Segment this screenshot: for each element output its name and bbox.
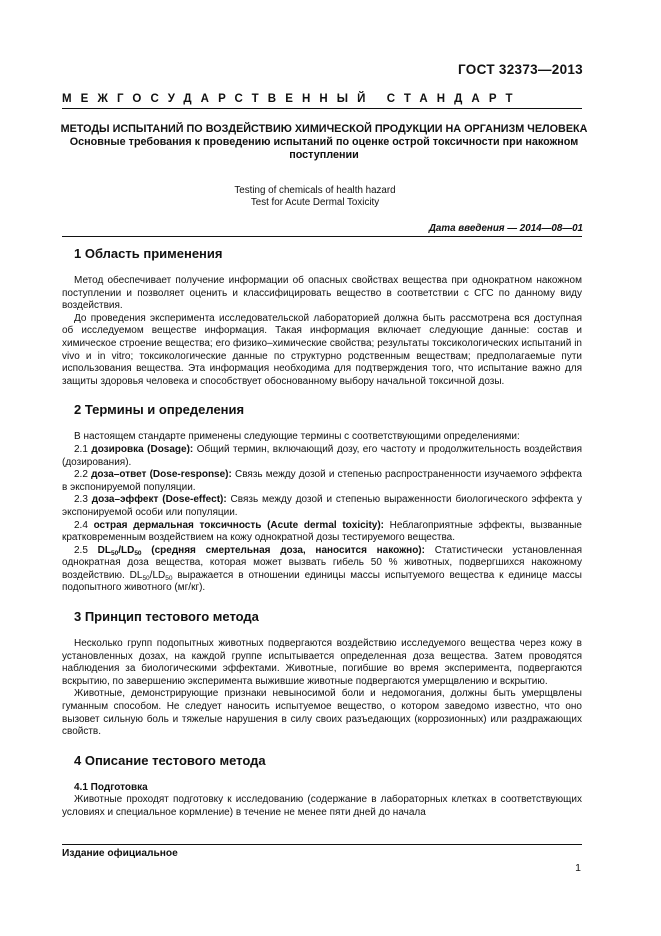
section-heading: 2 Термины и определения bbox=[74, 402, 245, 418]
page-number: 1 bbox=[575, 862, 581, 874]
term-definition bbox=[62, 444, 582, 469]
term-name: острая дермальная токсичность (Acute dermal toxicity): bbox=[93, 519, 384, 531]
term-number: 2.5 bbox=[74, 544, 98, 556]
term-text: Статистически установленная однократная доза вещества, которая может вызвать гибель 50 % животных, подвергшихся накожному воздействию. $DL_{50}/LD_{50}$ выражается в отношении единицы массы испытуемого вещества к единице массы подопытного животного (мг/кг). bbox=[62, 544, 583, 594]
term-definition bbox=[62, 520, 582, 545]
term-name: доза–эффект (Dose-effect): bbox=[91, 494, 227, 506]
term-text: Связь между дозой и степенью выраженности биологического эффекта у экспонируемой особи или популяции. bbox=[62, 494, 582, 518]
term-number: 2.1 bbox=[74, 443, 92, 455]
document-subtitle: Основные требования к проведению испытаний по оценке острой токсичности при накожном поступлении bbox=[69, 136, 579, 161]
term-number: 2.3 bbox=[74, 494, 92, 506]
term-name: $DL_{50}/LD_{50}$ (средняя смертельная доза, наносится накожно): bbox=[97, 544, 425, 557]
term-name: доза–ответ (Dose-response): bbox=[91, 469, 232, 481]
standard-type: МЕЖГОСУДАРСТВЕННЫЙ СТАНДАРТ bbox=[62, 93, 522, 105]
paragraph: Животные проходят подготовку к исследованию (содержание в лабораторных клетках в соответствующих условиях и специальное кормление) в течение не менее пяти дней до начала bbox=[62, 794, 582, 818]
paragraph: Метод обеспечивает получение информации об опасных свойствах вещества при однократном накожном поступлении и позволяет оценить и классифицировать вещество в соответствии с СГС по данному виду воздействия. bbox=[62, 275, 582, 312]
english-title-line1: Testing of chemicals of health hazard bbox=[234, 185, 396, 196]
official-edition-label: Издание официальное bbox=[62, 848, 178, 859]
section-heading: 1 Область применения bbox=[74, 246, 223, 261]
document-title: МЕТОДЫ ИСПЫТАНИЙ ПО ВОЗДЕЙСТВИЮ ХИМИЧЕСКОЙ ПРОДУКЦИИ НА ОРГАНИЗМ ЧЕЛОВЕКА bbox=[60, 123, 588, 135]
term-definition bbox=[62, 494, 582, 519]
standard-id: ГОСТ 32373—2013 bbox=[458, 62, 583, 77]
term-name: дозировка (Dosage): bbox=[91, 443, 194, 455]
title-block bbox=[50, 123, 598, 162]
paragraph: До проведения эксперимента исследовательской лабораторией должна быть рассмотрена вся доступная об исследуемом веществе информация. Такая информация включает следующие данные: состав и химическое строение вещества; его физико–химические свойства; результаты токсикологических испытаний in vivo и in vitro; токсикологические данные по структурно родственным веществам; предполагаемые пути использования вещества. Эта информация необходима для подтверждения того, что испытание важно для защиты здоровья человека и способствует обоснованному выбору начальной токсичной дозы. bbox=[62, 312, 582, 387]
term-text: Неблагоприятные эффекты, вызванные кратковременным воздействием на кожу однократной дозы тестируемого вещества. bbox=[62, 519, 582, 544]
subsection-heading: 4.1 Подготовка bbox=[74, 781, 148, 793]
term-number: 2.4 bbox=[74, 519, 94, 531]
document-body bbox=[62, 246, 582, 834]
term-text: Общий термин, включающий дозу, его частоту и продолжительность воздействия (дозирования). bbox=[62, 443, 583, 468]
english-title-line2: Test for Acute Dermal Toxicity bbox=[250, 197, 380, 208]
section-method-description bbox=[62, 753, 582, 820]
paragraph: Животные, демонстрирующие признаки невыносимой боли и недомогания, должны быть умерщвлены гуманным способом. Не следует наносить испытуемое вещество, о котором заведомо известно, что оно вызовет сильную боль и тяжелые нарушения в силу своих разъедающих (коррозионных) или раздражающих свойств. bbox=[62, 688, 582, 738]
english-title bbox=[160, 185, 470, 209]
section-principle bbox=[62, 609, 582, 739]
section-heading: 4 Описание тестового метода bbox=[74, 752, 266, 768]
paragraph: В настоящем стандарте применены следующие термины с соответствующими определениями: bbox=[74, 431, 520, 443]
introduction-date: Дата введения — 2014—08—01 bbox=[428, 223, 583, 234]
date-divider bbox=[62, 236, 582, 237]
section-heading: 3 Принцип тестового метода bbox=[74, 609, 259, 625]
section-terms bbox=[62, 402, 582, 595]
header-divider bbox=[62, 108, 582, 109]
term-definition bbox=[62, 469, 582, 494]
term-number: 2.2 bbox=[74, 469, 92, 481]
paragraph: Несколько групп подопытных животных подвергаются воздействию исследуемого вещества через кожу в установленных дозах, на каждой группе испытывается определенная доза вещества. Затем проводятся наблюдения за биологическими эффектами. Животные, погибшие во время эксперимента, подвергаются вскрытию, по завершению эксперимента выжившие животные подвергаются умерщвлению и вскрытию. bbox=[62, 638, 582, 687]
term-definition bbox=[62, 545, 582, 595]
term-text: Связь между дозой и степенью распространенности изучаемого эффекта в экспонируемой популяции. bbox=[62, 469, 582, 493]
footer-divider bbox=[62, 844, 582, 845]
section-scope bbox=[62, 246, 582, 388]
